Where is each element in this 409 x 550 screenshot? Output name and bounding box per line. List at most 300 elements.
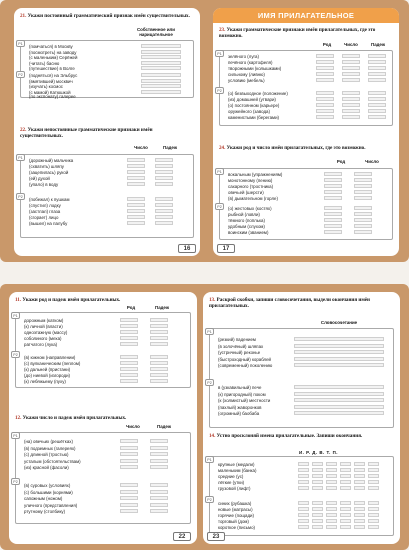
answer-cell[interactable] [298,486,309,490]
answer-cell[interactable] [120,446,138,450]
answer-cell[interactable] [354,519,365,523]
answer-cell[interactable] [141,73,181,77]
list-item: (упало) в воду [29,182,59,187]
answer-cell[interactable] [340,474,351,478]
column-header: Число [344,42,358,47]
list-item: вокальным (упражнениям) [228,172,283,177]
answer-cell[interactable] [155,209,173,213]
list-item: усталым (обстоятельствам) [24,458,81,464]
answer-cell[interactable] [324,178,342,182]
answer-cell[interactable] [155,203,173,207]
answer-cell[interactable] [127,170,145,174]
answer-cell[interactable] [120,452,138,456]
answer-cell[interactable] [150,324,168,328]
answer-cell[interactable] [316,103,334,107]
quiz-marker-icon: Р1 [16,40,25,47]
answer-cell[interactable] [340,513,351,517]
list-item: (подняться) на Эльбрус [29,73,78,78]
answer-cell[interactable] [120,324,138,328]
list-item: овечьей (шерсти) [228,190,264,195]
quiz-marker-icon: Р1 [205,456,214,463]
answer-cell[interactable] [324,196,342,200]
answer-cell[interactable] [127,164,145,168]
answer-cell[interactable] [340,501,351,505]
exercise-title: Укажи род и падеж имён прилагательных. [22,297,121,303]
answer-cell[interactable] [368,109,386,113]
answer-cell[interactable] [368,60,386,64]
answer-cell[interactable] [298,519,309,523]
quiz-marker-icon: Р2 [215,203,224,210]
answer-cell[interactable] [120,355,138,359]
list-item: (с) вулканическим (пеплом) [24,361,81,366]
answer-cell[interactable] [326,525,337,529]
answer-cell[interactable] [368,462,379,466]
answer-cell[interactable] [298,462,309,466]
answer-cell[interactable] [368,507,379,511]
answer-cell[interactable] [298,468,309,472]
answer-cell[interactable] [155,164,173,168]
quiz-marker-icon: Р2 [16,193,25,200]
list-item: (о) жестовых (костях) [228,206,272,211]
answer-cell[interactable] [326,480,337,484]
answer-cell[interactable] [294,392,384,396]
page-number: 16 [178,244,196,253]
answer-cell[interactable] [150,330,168,334]
column-header: Род [336,159,346,164]
answer-cell[interactable] [342,78,360,82]
answer-cell[interactable] [324,172,342,176]
answer-cell[interactable] [120,465,138,469]
answer-cell[interactable] [354,190,372,194]
answer-cell[interactable] [316,91,334,95]
list-item: (к) пригородный) поком [218,391,266,397]
answer-cell[interactable] [342,60,360,64]
exercise-13 [209,298,394,310]
answer-cell[interactable] [120,503,138,507]
answer-cell[interactable] [127,158,145,162]
list-item: (о) постоянном (карьере) [228,103,280,108]
answer-cell[interactable] [368,468,379,472]
answer-cell[interactable] [326,507,337,511]
list-item: тёмного (поплька) [228,218,265,223]
answer-cell[interactable] [368,72,386,76]
answer-cell[interactable] [342,91,360,95]
answer-cell[interactable] [141,79,181,83]
answer-cell[interactable] [120,509,138,513]
list-item: (о) безвыходное (положение) [228,91,288,96]
answer-cell[interactable] [298,501,309,505]
quiz-marker-icon: Р2 [11,478,20,485]
answer-cell[interactable] [340,468,351,472]
answer-cell[interactable] [368,474,379,478]
list-item: (с) длинной (тростью) [24,452,69,457]
answer-cell[interactable] [312,519,323,523]
answer-cell[interactable] [120,318,138,322]
quiz-marker-icon: Р1 [215,50,224,57]
exercise-11 [15,298,191,304]
answer-cell[interactable] [294,337,384,341]
answer-cell[interactable] [368,78,386,82]
list-item: новые (матрасы) [218,507,253,512]
answer-cell[interactable] [354,501,365,505]
answer-cell[interactable] [294,385,384,389]
quiz-marker-icon: Р2 [215,87,224,94]
answer-cell[interactable] [150,446,168,450]
answer-cell[interactable] [354,468,365,472]
answer-cell[interactable] [316,72,334,76]
case-column-headers: И. Р. Д. В. Т. П. [299,450,338,455]
answer-cell[interactable] [312,462,323,466]
list-item: (дорожный) мальчика [29,158,74,163]
answer-cell[interactable] [326,474,337,478]
answer-cell[interactable] [155,176,173,180]
answer-cell[interactable] [354,184,372,188]
answer-cell[interactable] [354,196,372,200]
exercise-title: Укажи число и падеж имён прилагательных. [22,415,127,421]
column-header: Число [134,145,148,150]
answer-cell[interactable] [368,66,386,70]
answer-cell[interactable] [354,474,365,478]
list-item: дорожным (катком) [24,318,64,323]
answer-cell[interactable] [127,221,145,225]
answer-cell[interactable] [141,84,181,88]
answer-cell[interactable] [340,486,351,490]
answer-cell[interactable] [368,103,386,107]
answer-cell[interactable] [368,91,386,95]
answer-box [15,432,191,524]
answer-cell[interactable] [368,97,386,101]
answer-cell[interactable] [155,197,173,201]
answer-cell[interactable] [120,496,138,500]
answer-cell[interactable] [150,355,168,359]
list-item: (посмотреть) на заводу [29,49,77,55]
answer-cell[interactable] [120,373,138,377]
answer-cell[interactable] [155,221,173,225]
answer-cell[interactable] [155,182,173,186]
answer-cell[interactable] [127,215,145,219]
list-item: (вышел) на палубу [29,221,68,226]
answer-cell[interactable] [342,54,360,58]
answer-cell[interactable] [150,465,168,469]
quiz-marker-icon: Р2 [11,351,20,358]
answer-cell[interactable] [316,78,334,82]
list-item: средние (ус) [218,474,244,479]
answer-cell[interactable] [354,178,372,182]
page-16 [14,8,200,256]
column-header: Падеж [371,42,385,47]
answer-cell[interactable] [324,190,342,194]
answer-cell[interactable] [342,72,360,76]
answer-cell[interactable] [326,519,337,523]
answer-cell[interactable] [324,212,342,216]
answer-cell[interactable] [316,97,334,101]
answer-cell[interactable] [354,206,372,210]
answer-cell[interactable] [150,483,168,487]
answer-cell[interactable] [127,209,145,213]
answer-cell[interactable] [150,459,168,463]
list-item: одноэтажную (массу) [24,330,68,335]
answer-cell[interactable] [368,480,379,484]
answer-cell[interactable] [150,452,168,456]
answer-cell[interactable] [354,480,365,484]
page-number: 22 [173,532,191,541]
answer-cell[interactable] [312,525,323,529]
answer-cell[interactable] [150,490,168,494]
answer-cell[interactable] [312,513,323,517]
answer-cell[interactable] [324,224,342,228]
answer-cell[interactable] [354,525,365,529]
answer-cell[interactable] [155,170,173,174]
page-22 [9,292,197,544]
answer-cell[interactable] [368,54,386,58]
list-item: воинским (званием) [228,230,269,235]
answer-cell[interactable] [368,525,379,529]
list-item: синих (рубашка) [218,501,252,506]
answer-cell[interactable] [326,501,337,505]
answer-cell[interactable] [312,474,323,478]
answer-cell[interactable] [150,336,168,340]
list-item: (побежал) к пушкам [29,197,70,202]
list-item: (в золочёный) шляпах [218,343,264,349]
answer-cell[interactable] [354,486,365,490]
list-item: (сгорает) лицо [29,215,59,220]
answer-cell[interactable] [120,483,138,487]
answer-cell[interactable] [326,513,337,517]
answer-cell[interactable] [150,496,168,500]
answer-cell[interactable] [294,357,384,361]
list-item: сильному (ливню) [228,72,265,77]
answer-cell[interactable] [141,66,181,70]
list-item: (с) большими (корнями) [24,489,73,495]
answer-box [20,40,194,98]
exercise-title: Укажи род и число имён прилагательных, где это возможно. [226,145,366,151]
list-item: торговый (дом) [218,519,249,524]
answer-cell[interactable] [120,490,138,494]
list-item: (зацепилась) рукой [29,170,69,175]
answer-cell[interactable] [120,361,138,365]
answer-cell[interactable] [354,513,365,517]
answer-cell[interactable] [150,361,168,365]
answer-cell[interactable] [120,330,138,334]
answer-cell[interactable] [354,172,372,176]
list-item: горячие (пощади) [218,513,254,518]
answer-box [209,456,394,536]
answer-cell[interactable] [354,462,365,466]
list-item: маленьким (банка) [218,468,257,473]
list-item: (изучать) космос [29,84,63,89]
answer-cell[interactable] [316,60,334,64]
answer-box [219,168,393,240]
answer-cell[interactable] [294,344,384,348]
exercise-14 [209,434,394,440]
answer-cell[interactable] [342,109,360,113]
list-item: ратчатого (лука) [24,342,58,347]
answer-cell[interactable] [312,507,323,511]
list-item: рыбной (ловли) [228,212,260,217]
list-item: удобным (слухом) [228,224,265,229]
answer-cell[interactable] [294,350,384,354]
answer-cell[interactable] [340,462,351,466]
answer-cell[interactable] [298,507,309,511]
list-item: (из) красной (фасоли) [24,465,69,470]
column-header: Число [126,424,140,429]
answer-cell[interactable] [298,525,309,529]
answer-box [15,312,191,388]
answer-cell[interactable] [120,459,138,463]
answer-cell[interactable] [155,158,173,162]
answer-cell[interactable] [120,342,138,346]
answer-cell[interactable] [298,474,309,478]
quiz-marker-icon: Р2 [205,496,214,503]
list-item: (ей) духой [29,176,50,181]
answer-cell[interactable] [316,66,334,70]
answer-cell[interactable] [316,109,334,113]
exercise-title: Раскрой скобки, запиши словосочетания, выдели окончания имён прилагательных. [209,297,370,309]
answer-cell[interactable] [294,405,384,409]
answer-cell[interactable] [120,379,138,383]
answer-cell[interactable] [340,519,351,523]
page-23 [203,292,400,544]
exercise-title: Устно просклоняй имена прилагательные. Запиши окончания. [216,433,363,439]
exercise-title: Укажи постоянный грамматический признак имён существительных. [27,13,190,19]
answer-cell[interactable] [368,486,379,490]
answer-cell[interactable] [298,513,309,517]
list-item: крупные (медали) [218,462,255,467]
answer-cell[interactable] [312,486,323,490]
column-header: Род [126,305,136,310]
answer-cell[interactable] [150,503,168,507]
answer-cell[interactable] [150,342,168,346]
answer-box [209,328,394,428]
exercise-21 [20,14,194,20]
answer-cell[interactable] [340,507,351,511]
list-item: уличного (представления) [24,502,78,508]
answer-cell[interactable] [312,468,323,472]
answer-cell[interactable] [342,66,360,70]
section-banner: ИМЯ ПРИЛАГАТЕЛЬНОЕ [213,8,399,23]
answer-cell[interactable] [324,206,342,210]
list-item: печёного (картофеля) [228,60,273,65]
answer-cell[interactable] [150,318,168,322]
answer-cell[interactable] [326,486,337,490]
answer-cell[interactable] [150,509,168,513]
answer-cell[interactable] [120,336,138,340]
list-item: условию (мебель) [228,78,265,83]
answer-cell[interactable] [298,480,309,484]
quiz-marker-icon: Р1 [16,154,25,161]
answer-cell[interactable] [150,373,168,377]
answer-cell[interactable] [354,224,372,228]
exercise-number: 11. [15,297,22,303]
list-item: (к) лебяжьему (пуху) [24,379,66,384]
exercise-number: 22. [20,127,27,133]
answer-cell[interactable] [368,519,379,523]
answer-cell[interactable] [141,50,181,54]
answer-cell[interactable] [316,54,334,58]
column-header: Падеж [155,305,169,310]
list-item: (огромный) баобаба [218,411,260,416]
list-item: (по экспонату) галерее [29,93,76,99]
answer-box [20,154,194,238]
exercise-number: 23. [219,27,226,33]
list-item: (вмятившей) москвич [29,78,73,84]
answer-cell[interactable] [120,439,138,443]
answer-cell[interactable] [155,215,173,219]
answer-cell[interactable] [326,462,337,466]
answer-cell[interactable] [312,480,323,484]
list-item: (к) личной (власти) [24,324,63,329]
answer-cell[interactable] [340,480,351,484]
answer-cell[interactable] [127,176,145,180]
answer-cell[interactable] [324,218,342,222]
exercise-23 [219,28,393,40]
list-item: (с мамой) Катюшкой [29,89,71,95]
answer-cell[interactable] [368,501,379,505]
column-header: Собственное или нарицательное [136,27,176,37]
exercise-number: 24. [219,145,226,151]
answer-cell[interactable] [342,115,360,119]
answer-cell[interactable] [141,55,181,59]
list-item: (в) суровых (условиях) [24,483,71,488]
column-header: Словосочетание [320,320,358,325]
answer-cell[interactable] [141,90,181,94]
list-item: (в) подземных (галереях) [24,445,76,451]
answer-cell[interactable] [354,507,365,511]
answer-cell[interactable] [354,218,372,222]
list-item: зелёного (луга) [228,54,259,59]
answer-cell[interactable] [141,44,181,48]
answer-cell[interactable] [150,367,168,371]
answer-cell[interactable] [324,230,342,234]
list-item: (схватить) шляпу [29,164,64,169]
list-item: грузовой (лифт) [218,486,251,491]
answer-cell[interactable] [326,468,337,472]
column-header: Падеж [157,424,171,429]
answer-cell[interactable] [368,115,386,119]
answer-cell[interactable] [141,61,181,65]
answer-cell[interactable] [294,411,384,415]
answer-cell[interactable] [354,212,372,216]
answer-cell[interactable] [342,103,360,107]
page-number: 17 [217,244,235,253]
list-item: сахарного (тростника) [228,184,274,189]
answer-cell[interactable] [324,184,342,188]
answer-cell[interactable] [150,439,168,443]
answer-cell[interactable] [294,363,384,367]
list-item: (быстроходный) кораблей [218,356,272,362]
answer-cell[interactable] [312,501,323,505]
exercise-title: Укажи непостоянные грамматические признаки имён существительных. [20,127,153,139]
quiz-marker-icon: Р1 [11,432,20,439]
answer-cell[interactable] [127,182,145,186]
answer-cell[interactable] [294,398,384,402]
answer-cell[interactable] [368,513,379,517]
answer-cell[interactable] [120,367,138,371]
answer-cell[interactable] [150,379,168,383]
answer-cell[interactable] [127,203,145,207]
list-item: сапожным (ножом) [24,496,63,501]
page-17 [213,8,399,256]
answer-cell[interactable] [340,525,351,529]
list-item: оружейного (завода) [228,109,270,114]
answer-cell[interactable] [354,230,372,234]
answer-cell[interactable] [316,115,334,119]
column-header: Падеж [163,145,177,150]
answer-cell[interactable] [342,97,360,101]
list-item: в (узкавильный) пече [218,385,262,390]
answer-cell[interactable] [127,197,145,201]
list-item: (читать) басню [29,60,60,66]
